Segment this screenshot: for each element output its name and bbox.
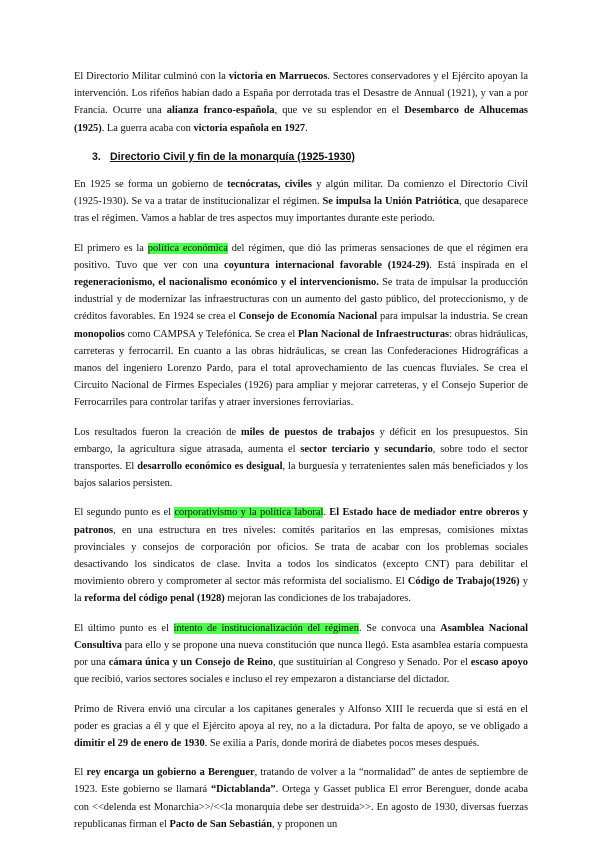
paragraph-corporativismo <box>74 504 528 607</box>
text-run: El primero es la <box>74 242 148 254</box>
text-run: . La guerra acaba con <box>101 122 194 134</box>
bold-text: Pacto de San Sebastián <box>169 818 272 830</box>
text-run: Se trata de impulsar la producción industrial y de modernizar las infraestructuras con un aumento del gasto público, del proteccionismo, y de créditos favorables. En 1924 se crea el <box>74 277 528 323</box>
text-run: , y proponen un <box>271 818 338 830</box>
bold-text: reforma del código penal (1928) <box>84 593 225 605</box>
highlighted-text: política económica <box>147 242 228 254</box>
bold-text: sector terciario y secundario <box>300 443 433 455</box>
paragraph-resultados <box>74 424 528 493</box>
bold-text: monopolios <box>74 328 125 340</box>
text-run: Primo de Rivera envió una circular a los capitanes generales y Alfonso XIII le recuerda que si está en el poder es gracias a él y que el Ejército apoya al rey, no a la dictadura. Por falta de apoyo, se ve obligado a <box>74 703 528 732</box>
text-run: , la burguesía y terratenientes salen más beneficiados y los bajos salarios persisten. <box>74 461 528 490</box>
text-run: y la <box>74 576 528 605</box>
paragraph-directorio-civil <box>74 176 528 228</box>
text-run: El <box>74 767 87 779</box>
text-run: , tratando de volver a la “normalidad” de antes de septiembre de 1923. Este gobierno se llamará <box>74 767 528 796</box>
text-run: El Directorio Militar culminó con la <box>74 71 229 82</box>
bold-text: dimitir el 29 de enero de 1930 <box>74 737 205 749</box>
text-run: para impulsar la industria. Se crean <box>377 311 528 323</box>
bold-text: “Dictablanda” <box>210 784 276 796</box>
text-run: . <box>305 122 308 134</box>
bold-text: alianza franco-española <box>166 105 275 117</box>
bold-text: Plan Nacional de Infraestructuras <box>297 328 450 340</box>
paragraph-dimision <box>74 701 528 753</box>
bold-text: rey encarga un gobierno a Berenguer <box>86 767 255 779</box>
document-page <box>74 68 528 845</box>
text-run: . Sectores conservadores y el Ejército apoyan la intervención. Los rifeños habían dado a España por derrotada tras el Desastre de Annual (1921), y van a por Francia. Ocurre una <box>74 71 528 117</box>
text-run: . <box>323 507 330 519</box>
bold-text: coyuntura internacional favorable (1924-29) <box>223 259 430 271</box>
text-run: , en una estructura en tres niveles: comités paritarios en las empresas, comisiones mixtas provinciales y consejos de corporación por oficios. Se trata de acabar con los problemas sociales desactivando los sindicatos de clase. Invita a todos los sindicatos (excepto CNT) para debilitar el movimiento obrero y comprometer al sector más reformista del socialismo. El <box>74 524 528 588</box>
bold-text: desarrollo económico es desigual <box>137 461 283 473</box>
text-run: como CAMPSA y Telefónica. Se crea el <box>124 328 298 340</box>
bold-text: Código de Trabajo(1926) <box>407 576 520 588</box>
bold-text: Se impulsa la Unión Patriótica <box>322 196 459 208</box>
section-heading <box>92 149 528 166</box>
paragraph-politica-economica <box>74 240 528 412</box>
text-run: que recibió, varios sectores sociales e incluso el rey empezaron a distanciarse del dictador. <box>74 674 450 686</box>
section-number: 3. <box>92 150 101 163</box>
text-run: , que ve su esplendor en el <box>274 105 405 117</box>
paragraph-marruecos <box>74 68 528 137</box>
bold-text: Desembarco de Alhucemas (1925) <box>74 105 528 134</box>
highlighted-text: corporativismo y la política laboral <box>174 507 324 519</box>
bold-text: Consejo de Economía Nacional <box>238 311 378 323</box>
text-run: . Se convoca una <box>358 622 441 634</box>
bold-text: escaso apoyo <box>470 657 528 669</box>
text-run: El último punto es el <box>74 622 174 634</box>
text-run: El segundo punto es el <box>74 507 175 519</box>
text-run: , que sustituirían al Congreso y Senado. Por el <box>272 657 471 669</box>
bold-text: cámara única y un Consejo de Reino <box>108 657 273 669</box>
highlighted-text: intento de institucionalización del régimen <box>173 622 359 634</box>
bold-text: Asamblea Nacional Consultiva <box>74 622 529 651</box>
text-run: . Está inspirada en el <box>429 259 528 271</box>
text-run: para ello y se propone una nueva constitución que nunca llegó. Esta asamblea estaría compuesta por una <box>74 639 528 669</box>
bold-text: miles de puestos de trabajos <box>241 426 375 438</box>
paragraph-institucionalizacion <box>74 620 528 689</box>
text-run: : obras hidráulicas, carreteras y ferrocarril. En cuanto a las obras hidráulicas, se crean las Confederaciones Hidrográficas a manos del ingeniero Lorenzo Pardo, para el total aprovechamiento de las cuencas fluviales. Se crea el Circuito Nacional de Firmes Especiales (1926) para ampliar y mejorar carreteras, y el Consejo Superior de Ferrocarriles para controlar tarifas y atraer inversiones ferroviarias. <box>74 328 528 409</box>
text-run: . Ortega y Gasset publica El error Berenguer, donde acaba con <<delenda est Monarchia>>/<<la monarquía debe ser destruida>>. En agosto de 1930, diversas fuerzas republicanas firman el <box>74 784 529 830</box>
section-title: Directorio Civil y fin de la monarquía (1925-1930) <box>110 150 355 163</box>
text-run: y algún militar. Da comienzo el Directorio Civil (1925-1930). Se va a tratar de institucionalizar el régimen. <box>74 179 528 208</box>
paragraph-berenguer <box>74 764 528 833</box>
bold-text: El Estado hace de mediador entre obreros y patronos <box>74 507 528 536</box>
bold-text: regeneracionismo, el nacionalismo económico y el intervencionismo. <box>74 277 379 289</box>
text-run: mejoran las condiciones de los trabajadores. <box>224 593 411 605</box>
bold-text: victoria en Marruecos <box>228 71 328 82</box>
text-run: y déficit en los presupuestos. Sin embargo, la agricultura sigue atrasada, aumenta el <box>74 426 528 455</box>
text-run: , que desaparece tras el régimen. Vamos a hablar de tres aspectos muy importantes durante este periodo. <box>74 196 528 225</box>
bold-text: victoria española en 1927 <box>193 122 306 134</box>
text-run: , sobre todo el sector transportes. El <box>74 443 528 473</box>
bold-text: tecnócratas, civiles <box>227 179 312 191</box>
text-run: En 1925 se forma un gobierno de <box>74 179 228 191</box>
text-run: . Se exilia a París, donde morirá de diabetes pocos meses después. <box>204 737 480 749</box>
text-run: del régimen, que dió las primeras sensaciones de que el régimen era positivo. Tuvo que ver con una <box>74 242 528 271</box>
text-run: Los resultados fueron la creación de <box>74 426 241 438</box>
